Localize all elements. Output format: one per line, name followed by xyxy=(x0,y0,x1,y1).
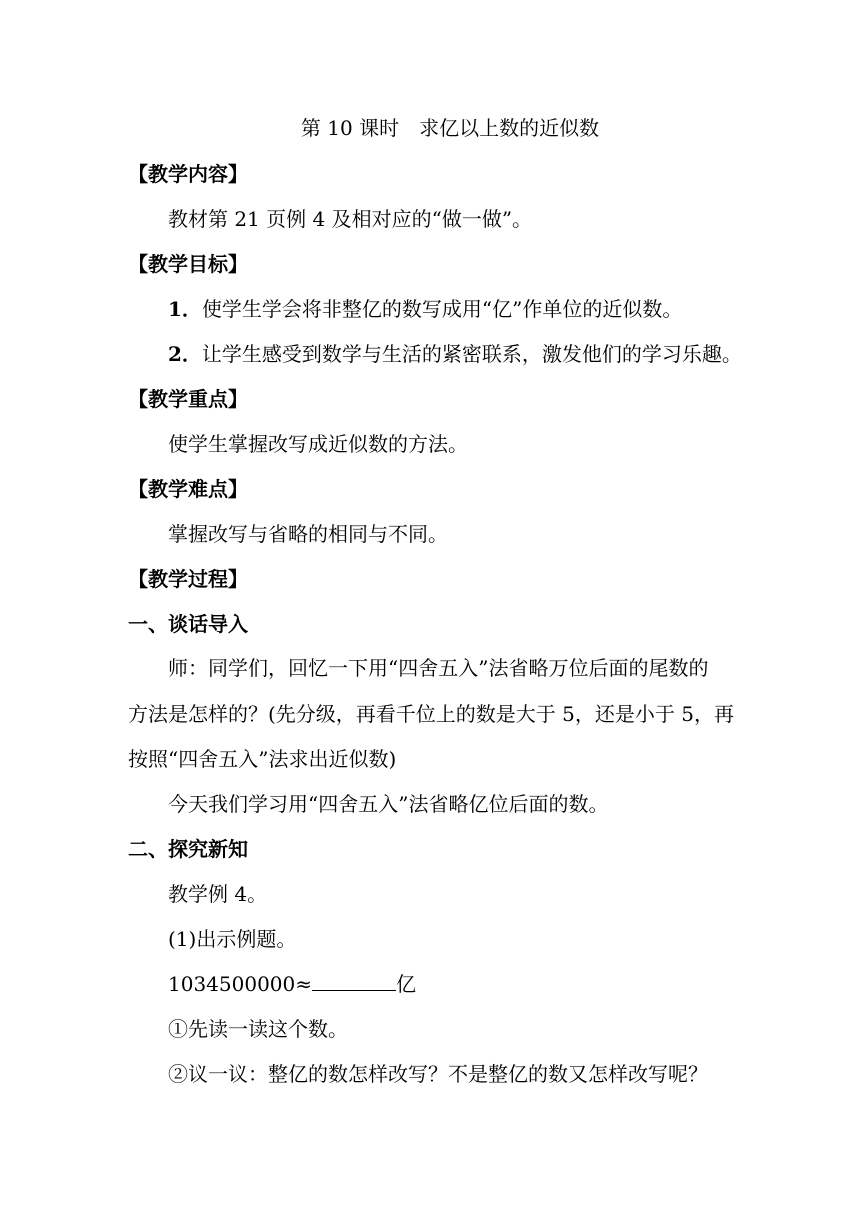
part-1-heading: 一、谈话导入 xyxy=(128,612,248,636)
paragraph-1-line-1: 师：同学们，回忆一下用“四舍五入”法省略万位后面的尾数的 xyxy=(168,656,709,680)
goal-2-number: 2． xyxy=(168,342,202,366)
question-2: ②议一议：整亿的数怎样改写？不是整亿的数又怎样改写呢？ xyxy=(168,1062,708,1086)
goal-1-number: 1． xyxy=(168,297,202,321)
heading-teaching-process: 【教学过程】 xyxy=(128,567,248,591)
heading-teaching-content: 【教学内容】 xyxy=(128,162,248,186)
example-line: 教学例 4。 xyxy=(168,882,268,906)
content-text: 教材第 21 页例 4 及相对应的“做一做”。 xyxy=(168,207,533,231)
goal-1 xyxy=(168,295,682,323)
equation-right: 亿 xyxy=(396,972,417,996)
goal-2-text: 让学生感受到数学与生活的紧密联系，激发他们的学习乐趣。 xyxy=(201,342,742,366)
heading-key-points: 【教学重点】 xyxy=(128,387,248,411)
paragraph-1-line-3: 按照“四舍五入”法求出近似数) xyxy=(128,747,397,771)
goal-2 xyxy=(168,340,742,368)
part-2-heading: 二、探究新知 xyxy=(128,837,248,861)
heading-teaching-goals: 【教学目标】 xyxy=(128,252,248,276)
key-points-text: 使学生掌握改写成近似数的方法。 xyxy=(168,432,468,456)
goal-1-text: 使学生学会将非整亿的数写成用“亿”作单位的近似数。 xyxy=(201,297,683,321)
equation-left: 1034500000≈ xyxy=(168,972,313,996)
paragraph-1-line-2: 方法是怎样的？(先分级，再看千位上的数是大于 5，还是小于 5，再 xyxy=(128,702,734,726)
lesson-title: 第 10 课时 求亿以上数的近似数 xyxy=(300,116,600,140)
equation xyxy=(168,970,416,998)
difficulties-text: 掌握改写与省略的相同与不同。 xyxy=(168,522,448,546)
heading-difficulties: 【教学难点】 xyxy=(128,477,248,501)
paragraph-2: 今天我们学习用“四舍五入”法省略亿位后面的数。 xyxy=(168,792,609,816)
question-1: ①先读一读这个数。 xyxy=(168,1017,348,1041)
step-1: (1)出示例题。 xyxy=(168,927,297,951)
answer-blank xyxy=(312,972,396,991)
